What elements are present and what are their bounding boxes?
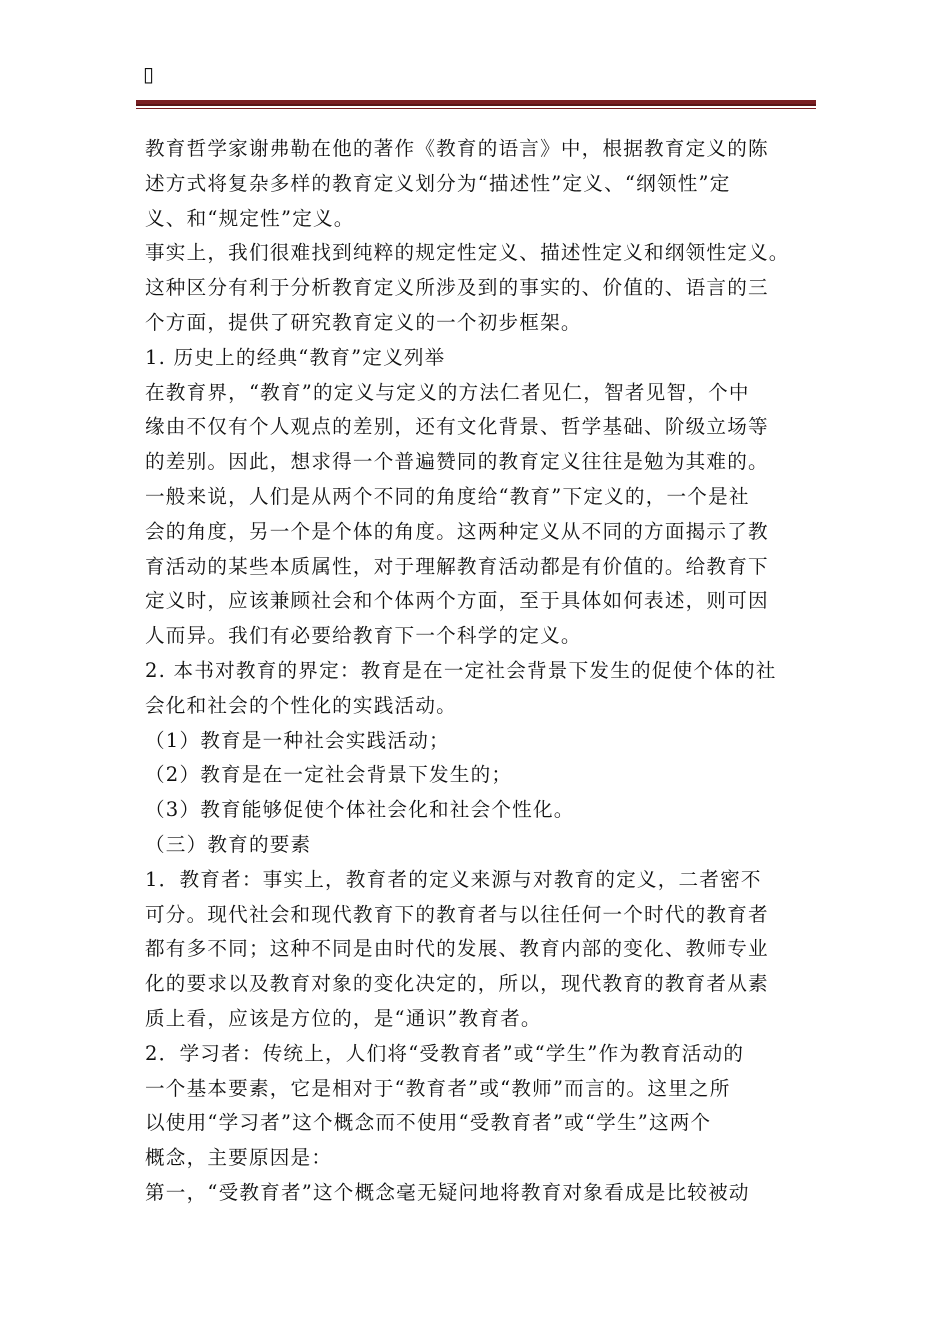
text-line: 会化和社会的个性化的实践活动。 <box>145 693 457 717</box>
text-line: 义、和“规定性”定义。 <box>145 206 355 230</box>
text-line: 化的要求以及教育对象的变化决定的，所以，现代教育的教育者从素 <box>145 972 769 996</box>
text-line: 的差别。因此，想求得一个普遍赞同的教育定义往往是勉为其难的。 <box>145 450 769 474</box>
header-rule <box>136 100 816 106</box>
text-line: 一个基本要素，它是相对于“教育者”或“教师”而言的。这里之所 <box>145 1076 731 1100</box>
header-rule-thin <box>136 108 816 109</box>
text-line: 事实上，我们很难找到纯粹的规定性定义、描述性定义和纲领性定义。 <box>145 241 790 265</box>
text-line: 这种区分有利于分析教育定义所涉及到的事实的、价值的、语言的三 <box>145 276 769 300</box>
text-line: 会的角度，另一个是个体的角度。这两种定义从不同的方面揭示了教 <box>145 519 769 543</box>
document-body <box>145 132 811 1211</box>
text-line: 以使用“学习者”这个概念而不使用“受教育者”或“学生”这两个 <box>145 1111 712 1135</box>
text-line: 1．教育者：事实上，教育者的定义来源与对教育的定义，二者密不 <box>145 867 762 891</box>
header-glyph: ▯ <box>143 62 155 86</box>
text-line: 概念，主要原因是： <box>145 1146 333 1170</box>
text-line: 质上看，应该是方位的，是“通识”教育者。 <box>145 1006 542 1030</box>
text-line: 缘由不仅有个人观点的差别，还有文化背景、哲学基础、阶级立场等 <box>145 415 769 439</box>
text-line: 1. 历史上的经典“教育”定义列举 <box>145 345 446 369</box>
text-line: 一般来说，人们是从两个不同的角度给“教育”下定义的，一个是社 <box>145 484 750 508</box>
text-line: 定义时，应该兼顾社会和个体两个方面，至于具体如何表述，则可因 <box>145 589 769 613</box>
text-line: （3）教育能够促使个体社会化和社会个性化。 <box>145 798 575 822</box>
text-line: 可分。现代社会和现代教育下的教育者与以往任何一个时代的教育者 <box>145 902 769 926</box>
text-line: 2. 本书对教育的界定：教育是在一定社会背景下发生的促使个体的社 <box>145 658 777 682</box>
text-line: 2．学习者：传统上，人们将“受教育者”或“学生”作为教育活动的 <box>145 1041 745 1065</box>
text-line: 在教育界，“教育”的定义与定义的方法仁者见仁，智者见智，个中 <box>145 380 750 404</box>
text-line: 述方式将复杂多样的教育定义划分为“描述性”定义、“纲领性”定 <box>145 171 731 195</box>
text-line: 个方面，提供了研究教育定义的一个初步框架。 <box>145 310 582 334</box>
text-line: 育活动的某些本质属性，对于理解教育活动都是有价值的。给教育下 <box>145 554 769 578</box>
text-line: 教育哲学家谢弗勒在他的著作《教育的语言》中，根据教育定义的陈 <box>145 137 769 160</box>
text-line: （2）教育是在一定社会背景下发生的； <box>145 763 513 787</box>
text-line: 人而异。我们有必要给教育下一个科学的定义。 <box>145 624 582 648</box>
text-line: （1）教育是一种社会实践活动； <box>145 728 450 752</box>
text-line: 都有多不同；这种不同是由时代的发展、教育内部的变化、教师专业 <box>145 937 769 961</box>
text-line: 第一，“受教育者”这个概念毫无疑问地将教育对象看成是比较被动 <box>145 1180 750 1204</box>
text-line: （三）教育的要素 <box>145 832 312 856</box>
